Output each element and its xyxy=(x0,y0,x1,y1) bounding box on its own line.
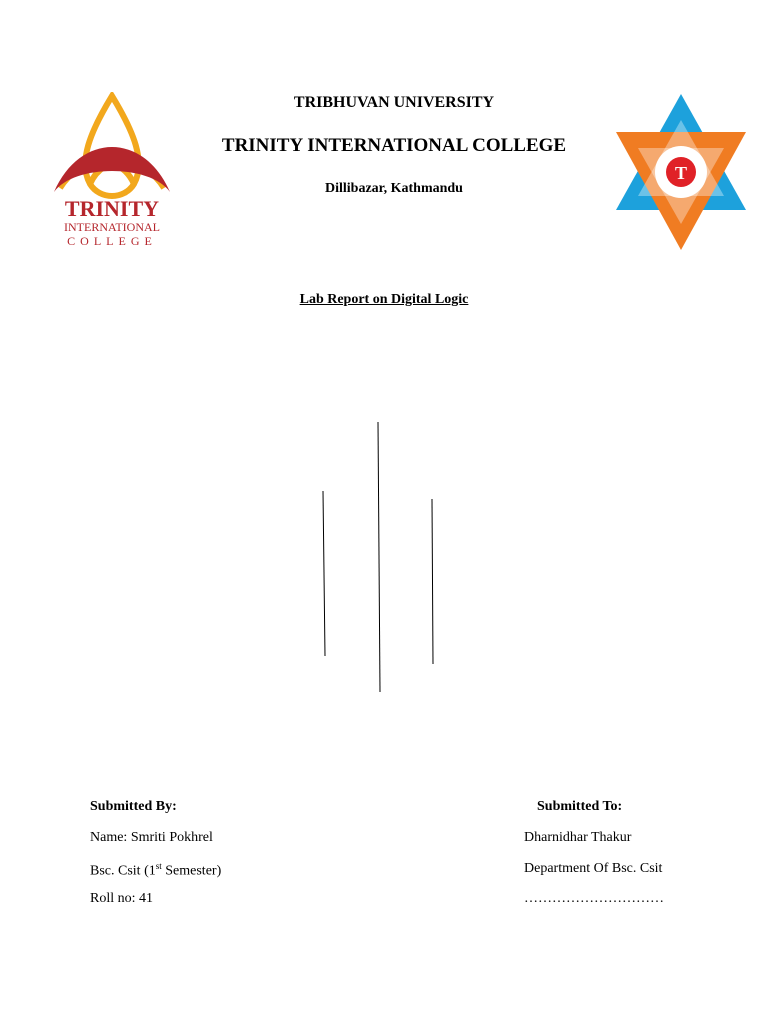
teacher-department: Department Of Bsc. Csit xyxy=(524,861,663,876)
svg-text:T: T xyxy=(674,163,688,183)
submitted-to-heading: Submitted To: xyxy=(537,799,623,814)
college-name: TRINITY INTERNATIONAL COLLEGE xyxy=(221,135,567,156)
college-address: Dillibazar, Kathmandu xyxy=(325,181,463,196)
trinity-college-logo xyxy=(50,92,174,248)
submitted-by-heading: Submitted By: xyxy=(90,799,177,814)
report-title: Lab Report on Digital Logic xyxy=(299,292,469,307)
svg-text:TRINITY: TRINITY xyxy=(64,196,160,221)
student-name: Name: Smriti Pokhrel xyxy=(90,830,213,845)
teacher-name: Dharnidhar Thakur xyxy=(524,830,632,845)
university-star-emblem-icon xyxy=(612,92,750,252)
decorative-vertical-lines xyxy=(300,415,460,700)
university-name: TRIBHUVAN UNIVERSITY xyxy=(293,94,495,111)
svg-text:INTERNATIONAL: INTERNATIONAL xyxy=(64,220,160,234)
trinity-knot-icon xyxy=(50,92,174,248)
signature-line: ………………………… xyxy=(524,891,664,906)
tribhuvan-university-logo xyxy=(612,92,750,252)
student-roll-number: Roll no: 41 xyxy=(90,891,154,906)
student-program: Bsc. Csit (1st Semester) xyxy=(90,861,222,879)
svg-text:COLLEGE: COLLEGE xyxy=(67,234,157,248)
